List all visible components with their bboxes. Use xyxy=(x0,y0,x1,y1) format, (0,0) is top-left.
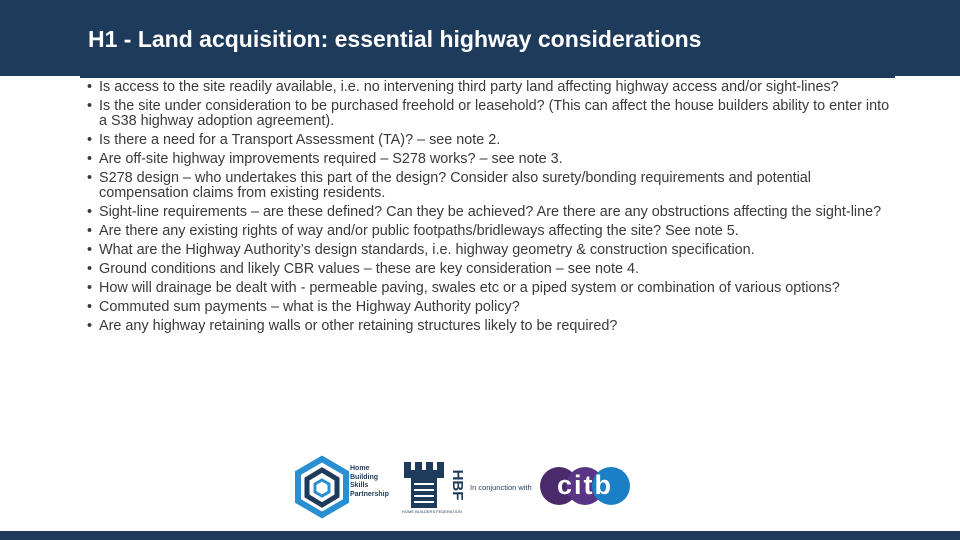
castle-tower-icon xyxy=(404,462,444,508)
citb-logo xyxy=(539,466,631,506)
hbsp-line: Building xyxy=(350,473,378,481)
bullet-item: • Is there a need for a Transport Assessment (TA)? – see note 2. xyxy=(86,133,901,148)
hbf-text: HBF xyxy=(449,469,467,501)
bullet-list xyxy=(86,80,901,338)
bullet-item: • Ground conditions and likely CBR values – these are key consideration – see note 4. xyxy=(86,262,901,277)
bullet-item: • Is access to the site readily available, i.e. no intervening third party land affecting highway access and/or sight-lines? xyxy=(86,80,901,95)
hbf-caption: HOME BUILDERS FEDERATION xyxy=(402,509,462,514)
slide-title: H1 - Land acquisition: essential highway considerations xyxy=(88,26,702,52)
bullet-item: • Are off-site highway improvements required – S278 works? – see note 3. xyxy=(86,152,901,167)
hbsp-wordmark xyxy=(350,465,389,499)
bullet-item: • Are any highway retaining walls or other retaining structures likely to be required? xyxy=(86,319,901,334)
footer-bar xyxy=(0,531,960,540)
hbsp-line: Home xyxy=(350,465,370,472)
bullet-item: • Are there any existing rights of way and/or public footpaths/bridleways affecting the site? See note 5. xyxy=(86,224,901,239)
title-bar xyxy=(0,0,960,76)
conjunction-text: In conjunction with xyxy=(470,483,532,492)
hbsp-line: Skills xyxy=(350,482,369,489)
bullet-item: • S278 design – who undertakes this part of the design? Consider also surety/bonding requirements and potential compensation claims from existing residents. xyxy=(86,171,901,201)
bullet-item: • What are the Highway Authority’s design standards, i.e. highway geometry & construction specification. xyxy=(86,243,901,258)
citb-wordmark: citb xyxy=(556,470,614,500)
bullet-item: • Sight-line requirements – are these defined? Can they be achieved? Are there are any obstructions affecting the sight-line? xyxy=(86,205,901,220)
title-underline xyxy=(80,76,895,78)
bullet-item: • Is the site under consideration to be purchased freehold or leasehold? (This can affect the house builders ability to enter into a S38 highway adoption agreement). xyxy=(86,99,901,129)
bullet-item: • Commuted sum payments – what is the Highway Authority policy? xyxy=(86,300,901,315)
hexagon-house-icon xyxy=(294,456,350,518)
hbsp-logo xyxy=(294,456,404,518)
hbsp-line: Partnership xyxy=(350,490,389,498)
bullet-item: • How will drainage be dealt with - permeable paving, swales etc or a piped system or combination of various options? xyxy=(86,281,901,296)
